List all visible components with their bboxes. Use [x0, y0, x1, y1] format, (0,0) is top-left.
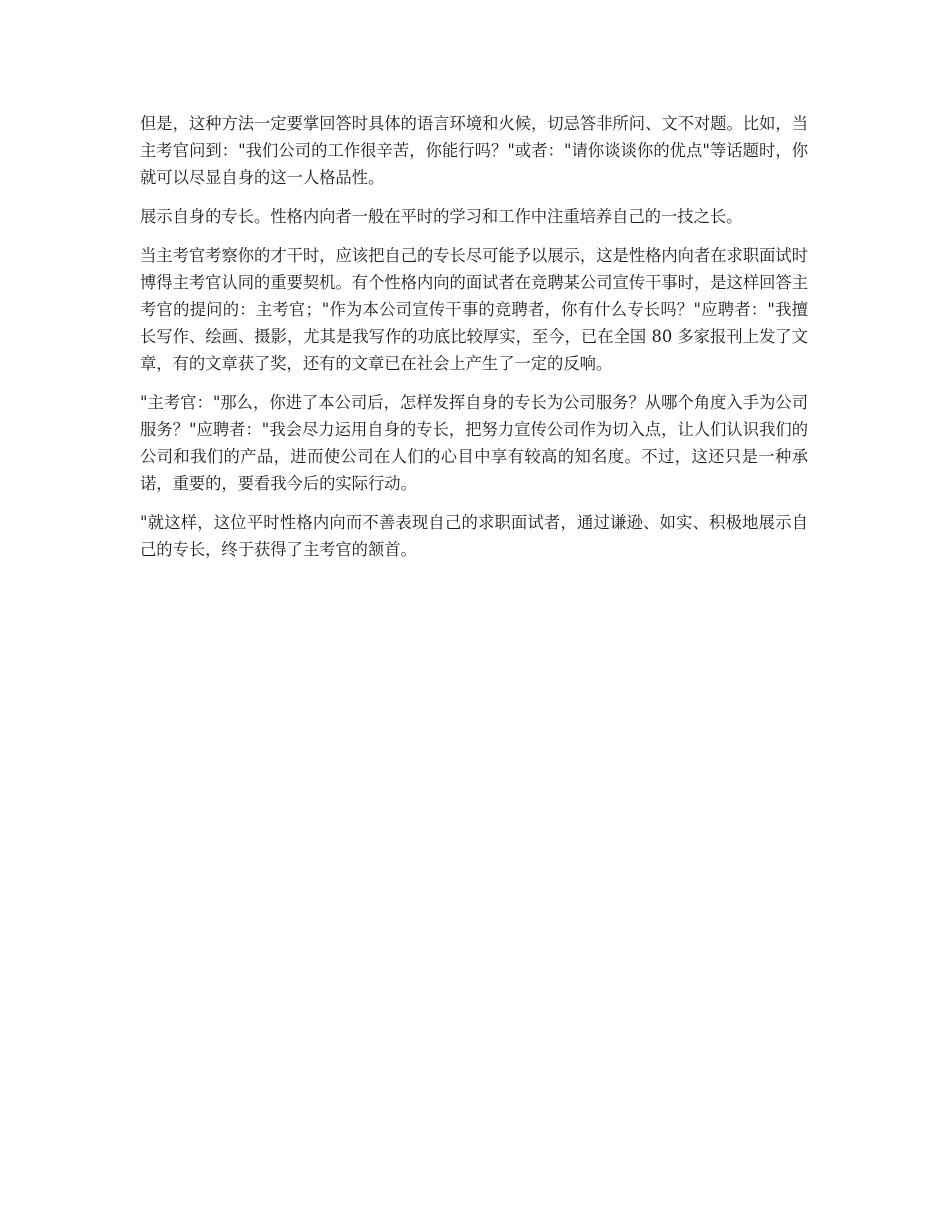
paragraph-conclusion: "就这样，这位平时性格内向而不善表现自己的求职面试者，通过谦逊、如实、积极地展示自己的专长，终于获得了主考官的颔首。	[140, 513, 808, 559]
paragraph-interview-followup: "主考官："那么，你进了本公司后，怎样发挥自身的专长为公司服务？从哪个角度入手为公司服务？"应聘者："我会尽力运用自身的专长，把努力宣传公司作为切入点，让人们认识我们的公司和我们的产品，进而使公司在人们的心目中享有较高的知名度。不过，这还只是一种承诺，重要的，要看我今后的实际行动。	[140, 393, 808, 493]
paragraph-answer-context: 但是，这种方法一定要掌回答时具体的语言环境和火候，切忌答非所问、文不对题。比如，当主考官问到："我们公司的工作很辛苦，你能行吗？"或者："请你谈谈你的优点"等话题时，你就可以尽显自身的这一人格品性。	[140, 114, 808, 187]
paragraph-show-expertise: 展示自身的专长。性格内向者一般在平时的学习和工作中注重培养自己的一技之长。	[140, 207, 743, 226]
paragraph-interview-example: 当主考官考察你的才干时，应该把自己的专长尽可能予以展示，这是性格内向者在求职面试时博得主考官认同的重要契机。有个性格内向的面试者在竞聘某公司宣传干事时，是这样回答主考官的提问的：主考官；"作为本公司宣传干事的竞聘者，你有什么专长吗？"应聘者："我擅长写作、绘画、摄影，尤其是我写作的功底比较厚实，至今，已在全国 80 多家报刊上发了文章，有的文章获了奖，还有的文章已在社会上产生了一定的反响。	[140, 246, 808, 373]
document-body	[140, 110, 808, 575]
